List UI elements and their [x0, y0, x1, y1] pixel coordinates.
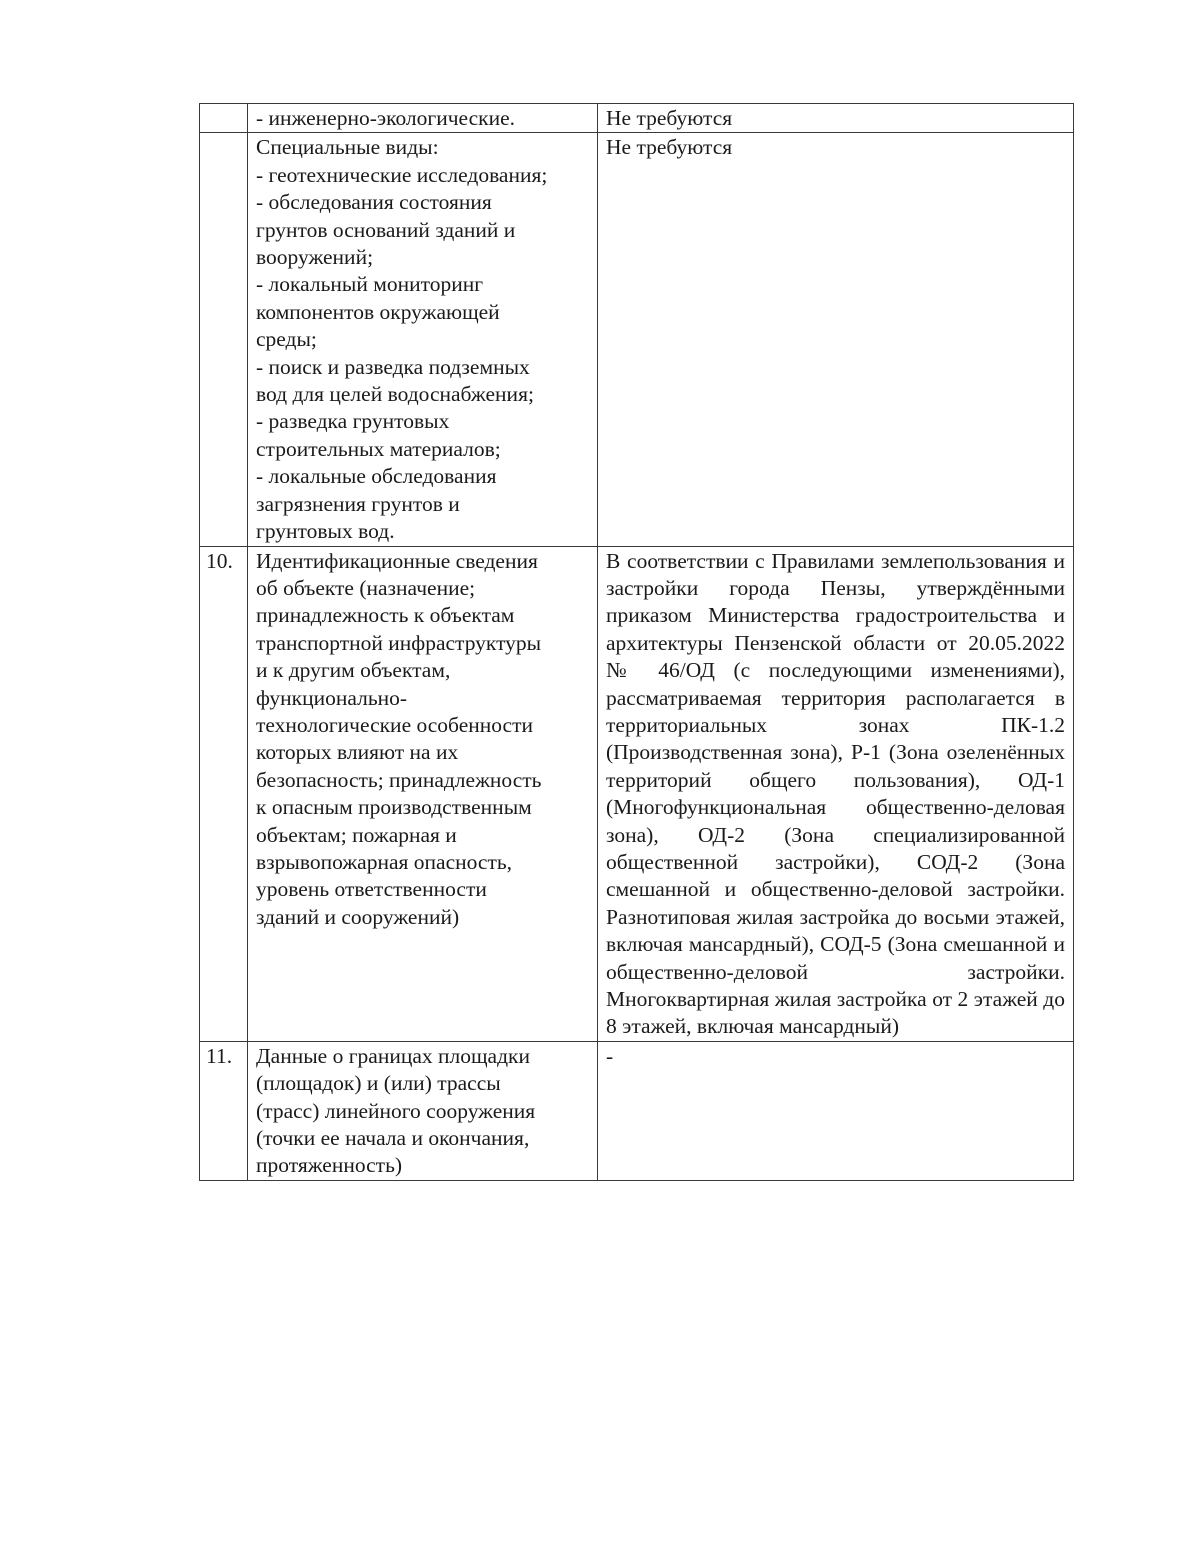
row-name-line: уровень ответственности — [256, 877, 487, 902]
row-value: В соответствии с Правилами землепользования и застройки города Пензы, утверждёнными приказом Министерства градостроительства и архитектуры Пензенской области от 20.05.2022 № 46/ОД (с последующими изменениями), рассматриваемая территория располагается в территориальных зонах ПК-1.2 (Производственная зона), Р-1 (Зона озеленённых территорий общего пользования), ОД-1 (Многофункциональная общественно-деловая зона), ОД-2 (Зона специализированной общественной застройки), СОД-2 (Зона смешанной и общественно-деловой застройки. Разнотиповая жилая застройка до восьми этажей, включая мансардный), СОД-5 (Зона смешанной и общественно-деловой застройки. Многоквартирная жилая застройка от 2 этажей до 8 этажей, включая мансардный) — [598, 546, 1074, 1041]
row-name-line: зданий и сооружений) — [256, 904, 460, 929]
row-name-line: технологические особенности — [256, 712, 534, 737]
row-name-line: Специальные виды: — [256, 135, 439, 160]
row-name-line: (площадок) и (или) трассы — [256, 1071, 501, 1096]
row-name — [248, 133, 598, 546]
row-name-line: взрывопожарная опасность, — [256, 849, 513, 874]
row-name-line: Данные о границах площадки — [256, 1043, 530, 1068]
row-name-line: и к другим объектам, — [256, 658, 451, 683]
row-number — [200, 104, 248, 133]
row-name-line: среды; — [256, 327, 317, 352]
row-name-line: вооружений; — [256, 245, 374, 270]
table-row — [200, 104, 1074, 133]
row-name-line: - обследования состояния — [256, 190, 492, 215]
row-name-line: - локальные обследования — [256, 464, 497, 489]
row-name-line: - геотехнические исследования; — [256, 162, 548, 187]
row-name-line: - разведка грунтовых — [256, 409, 450, 434]
row-name-line: грунтовых вод. — [256, 519, 395, 544]
row-name-line: протяженность) — [256, 1153, 403, 1178]
row-name-line: объектам; пожарная и — [256, 822, 457, 847]
row-name-line: функционально- — [256, 685, 408, 710]
table-row — [200, 1041, 1074, 1180]
row-name-line: безопасность; принадлежность — [256, 767, 542, 792]
row-name — [248, 104, 598, 133]
row-name-line: об объекте (назначение; — [256, 575, 476, 600]
row-name-line: (трасс) линейного сооружения — [256, 1098, 536, 1123]
row-number — [200, 133, 248, 546]
row-name-line: - поиск и разведка подземных — [256, 354, 530, 379]
row-name-line: транспортной инфраструктуры — [256, 630, 542, 655]
row-name-line: - инженерно-экологические. — [256, 106, 516, 130]
row-number: 10. — [200, 546, 248, 1041]
row-name-line: Идентификационные сведения — [256, 548, 538, 573]
row-name-line: вод для целей водоснабжения; — [256, 382, 534, 407]
row-name — [248, 546, 598, 1041]
row-name-line: грунтов оснований зданий и — [256, 217, 516, 242]
row-name-line: к опасным производственным — [256, 795, 532, 820]
row-value: Не требуются — [598, 133, 1074, 546]
row-name-line: которых влияют на их — [256, 740, 459, 765]
row-name-line: компонентов окружающей — [256, 299, 500, 324]
table-row — [200, 546, 1074, 1041]
row-name-line: принадлежность к объектам — [256, 603, 515, 628]
row-name — [248, 1041, 598, 1180]
row-number: 11. — [200, 1041, 248, 1180]
table-row — [200, 133, 1074, 546]
row-name-line: - локальный мониторинг — [256, 272, 484, 297]
row-value: - — [598, 1041, 1074, 1180]
row-name-line: строительных материалов; — [256, 436, 501, 461]
row-value: Не требуются — [598, 104, 1074, 133]
row-name-line: (точки ее начала и окончания, — [256, 1126, 530, 1151]
row-name-line: загрязнения грунтов и — [256, 491, 460, 516]
requirements-table — [199, 103, 1074, 1181]
